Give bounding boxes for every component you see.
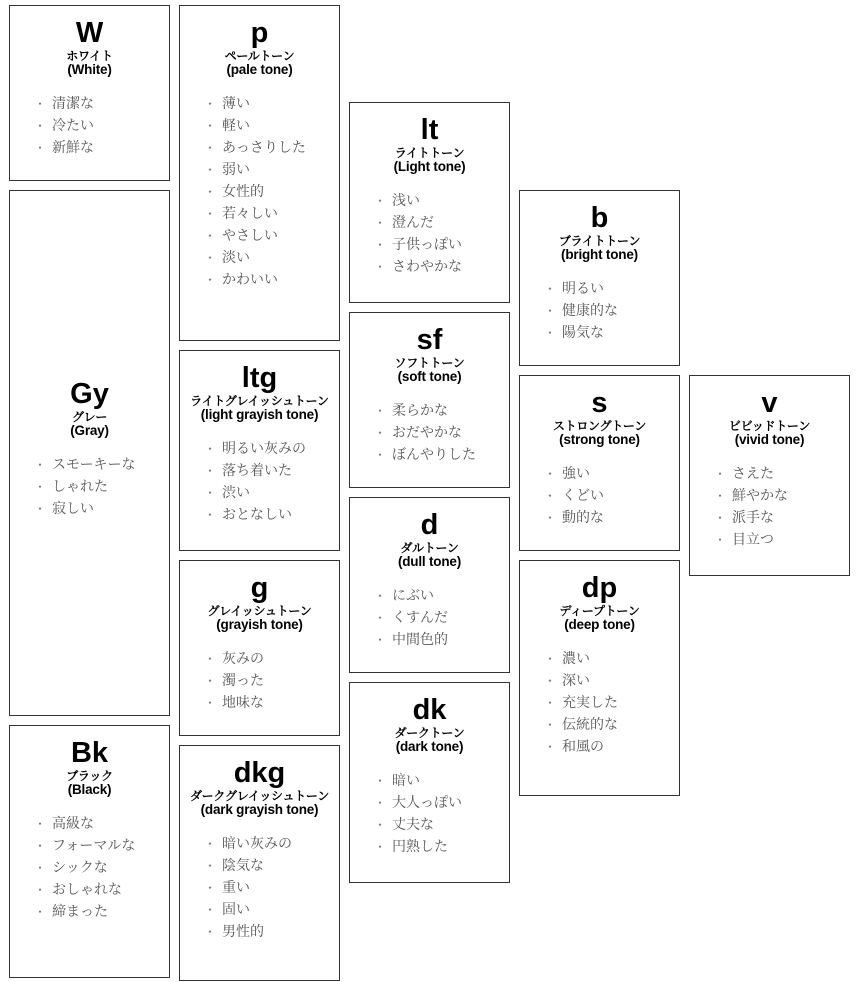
impression-item	[544, 736, 679, 758]
bullet-icon: ・	[204, 903, 217, 917]
bullet-icon: ・	[204, 837, 217, 851]
impression-text: 弱い	[222, 162, 251, 178]
impression-item	[374, 607, 509, 629]
impression-list	[10, 93, 169, 159]
tone-name-jp: グレイッシュトーン	[207, 604, 312, 618]
impression-text: 派手な	[732, 510, 775, 526]
impression-text: 陰気な	[222, 858, 265, 874]
impression-item	[374, 444, 509, 466]
bullet-icon: ・	[204, 486, 217, 500]
bullet-icon: ・	[544, 696, 557, 710]
impression-text: 締まった	[52, 904, 109, 920]
bullet-icon: ・	[204, 119, 217, 133]
bullet-icon: ・	[374, 238, 387, 252]
tone-code: sf	[416, 324, 443, 356]
impression-item	[204, 438, 339, 460]
impression-text: 陽気な	[562, 325, 605, 341]
impression-item	[374, 256, 509, 278]
impression-list	[520, 278, 679, 344]
impression-item	[34, 835, 169, 857]
impression-list	[350, 585, 509, 651]
impression-text: おとなしい	[222, 507, 293, 523]
impression-item	[374, 792, 509, 814]
impression-item	[204, 899, 339, 921]
bullet-icon: ・	[204, 442, 217, 456]
impression-item	[544, 648, 679, 670]
tone-code: d	[420, 509, 439, 541]
impression-list	[180, 93, 339, 291]
bullet-icon: ・	[34, 480, 47, 494]
impression-text: おしゃれな	[52, 882, 123, 898]
impression-list	[10, 813, 169, 923]
bullet-icon: ・	[714, 511, 727, 525]
impression-item	[204, 460, 339, 482]
impression-text: スモーキーな	[52, 457, 136, 473]
bullet-icon: ・	[34, 817, 47, 831]
bullet-icon: ・	[34, 861, 47, 875]
impression-item	[204, 648, 339, 670]
impression-text: 重い	[222, 880, 251, 896]
tone-code: g	[250, 572, 269, 604]
tone-card-lt	[349, 102, 510, 303]
bullet-icon: ・	[204, 881, 217, 895]
impression-text: 中間色的	[392, 632, 449, 648]
impression-text: 動的な	[562, 510, 605, 526]
impression-item	[34, 813, 169, 835]
impression-item	[544, 507, 679, 529]
bullet-icon: ・	[374, 260, 387, 274]
tone-name-jp: ダルトーン	[400, 541, 459, 555]
bullet-icon: ・	[204, 163, 217, 177]
bullet-icon: ・	[374, 194, 387, 208]
tone-code: b	[590, 202, 609, 234]
tone-name-jp: ダークグレイッシュトーン	[189, 789, 330, 803]
bullet-icon: ・	[34, 97, 47, 111]
impression-text: 和風の	[562, 739, 605, 755]
impression-item	[544, 300, 679, 322]
impression-list	[180, 438, 339, 526]
tone-name-jp: ダークトーン	[394, 726, 465, 740]
impression-item	[374, 422, 509, 444]
impression-text: 円熟した	[392, 839, 449, 855]
tone-name-jp: ペールトーン	[224, 49, 295, 63]
tone-code: Bk	[70, 737, 109, 769]
impression-item	[34, 879, 169, 901]
tone-name-en: (dark tone)	[395, 739, 464, 754]
impression-text: 明るい灰みの	[222, 441, 307, 457]
bullet-icon: ・	[204, 652, 217, 666]
tone-name-jp: ソフトトーン	[394, 356, 465, 370]
impression-item	[204, 670, 339, 692]
impression-item	[374, 190, 509, 212]
impression-item	[544, 692, 679, 714]
bullet-icon: ・	[204, 97, 217, 111]
impression-item	[374, 585, 509, 607]
bullet-icon: ・	[544, 282, 557, 296]
tone-name-en: (strong tone)	[559, 432, 640, 447]
impression-text: 寂しい	[52, 501, 95, 517]
tone-card-g	[179, 560, 340, 736]
impression-text: 柔らかな	[392, 403, 449, 419]
impression-item	[204, 93, 339, 115]
tone-card-s	[519, 375, 680, 551]
impression-item	[544, 463, 679, 485]
tone-name-jp: ブライトトーン	[558, 234, 641, 248]
impression-item	[204, 855, 339, 877]
bullet-icon: ・	[204, 141, 217, 155]
impression-item	[544, 714, 679, 736]
tone-card-dk	[349, 682, 510, 883]
impression-item	[544, 278, 679, 300]
impression-item	[204, 921, 339, 943]
impression-list	[180, 648, 339, 714]
impression-text: 充実した	[562, 695, 619, 711]
tone-name-jp: ビビッドトーン	[728, 419, 811, 433]
impression-text: あっさりした	[222, 140, 306, 156]
impression-item	[34, 498, 169, 520]
tone-card-b	[519, 190, 680, 366]
impression-item	[204, 225, 339, 247]
bullet-icon: ・	[374, 840, 387, 854]
tone-code: dp	[581, 572, 618, 604]
bullet-icon: ・	[544, 467, 557, 481]
impression-text: 鮮やかな	[732, 488, 789, 504]
impression-text: くすんだ	[392, 610, 449, 626]
impression-list	[180, 833, 339, 943]
bullet-icon: ・	[34, 119, 47, 133]
impression-item	[714, 463, 849, 485]
impression-item	[544, 670, 679, 692]
impression-item	[374, 212, 509, 234]
impression-item	[204, 692, 339, 714]
impression-text: シックな	[52, 860, 108, 876]
tone-card-ltg	[179, 350, 340, 551]
impression-text: 固い	[222, 902, 251, 918]
bullet-icon: ・	[204, 207, 217, 221]
bullet-icon: ・	[544, 740, 557, 754]
tone-code: dk	[412, 694, 447, 726]
impression-text: 子供っぽい	[392, 237, 463, 253]
impression-text: 男性的	[222, 924, 265, 940]
impression-item	[204, 877, 339, 899]
bullet-icon: ・	[34, 883, 47, 897]
impression-item	[374, 234, 509, 256]
impression-list	[520, 463, 679, 529]
impression-text: 冷たい	[52, 118, 95, 134]
bullet-icon: ・	[544, 326, 557, 340]
impression-text: 若々しい	[222, 206, 279, 222]
tone-name-en: (Light tone)	[393, 159, 466, 174]
bullet-icon: ・	[34, 458, 47, 472]
impression-text: 新鮮な	[52, 140, 95, 156]
impression-text: 深い	[562, 673, 591, 689]
tone-code: s	[591, 387, 608, 419]
impression-item	[34, 454, 169, 476]
impression-list	[350, 190, 509, 278]
impression-item	[204, 833, 339, 855]
impression-text: さわやかな	[392, 259, 463, 275]
impression-text: 強い	[562, 466, 591, 482]
impression-item	[204, 137, 339, 159]
impression-text: 明るい	[562, 281, 605, 297]
impression-item	[374, 400, 509, 422]
impression-text: さえた	[732, 466, 775, 482]
tone-card-gy	[9, 190, 170, 716]
tone-name-en: (light grayish tone)	[200, 407, 319, 422]
tone-card-bk	[9, 725, 170, 978]
tone-name-en: (Black)	[67, 782, 112, 797]
impression-item	[544, 485, 679, 507]
bullet-icon: ・	[544, 511, 557, 525]
bullet-icon: ・	[374, 818, 387, 832]
tone-card-d	[349, 497, 510, 673]
impression-item	[374, 836, 509, 858]
impression-item	[204, 269, 339, 291]
impression-text: 暗い灰みの	[222, 836, 293, 852]
impression-text: 大人っぽい	[392, 795, 463, 811]
impression-text: おだやかな	[392, 425, 463, 441]
tone-name-jp: ディープトーン	[559, 604, 640, 618]
impression-text: 薄い	[222, 96, 251, 112]
impression-list	[690, 463, 849, 551]
tone-code: lt	[420, 114, 439, 146]
impression-text: 軽い	[222, 118, 251, 134]
bullet-icon: ・	[374, 633, 387, 647]
impression-item	[204, 247, 339, 269]
impression-text: やさしい	[222, 228, 279, 244]
impression-text: 高級な	[52, 816, 95, 832]
impression-text: にぶい	[392, 588, 435, 604]
impression-text: 落ち着いた	[222, 463, 293, 479]
tone-code: W	[75, 17, 104, 49]
impression-item	[34, 857, 169, 879]
impression-text: 伝統的な	[562, 717, 619, 733]
impression-item	[204, 482, 339, 504]
tone-name-en: (Gray)	[70, 423, 109, 438]
bullet-icon: ・	[544, 304, 557, 318]
impression-text: 清潔な	[52, 96, 95, 112]
tone-card-dkg	[179, 745, 340, 981]
impression-item	[34, 137, 169, 159]
tone-name-en: (deep tone)	[564, 617, 635, 632]
impression-item	[714, 529, 849, 551]
impression-item	[34, 476, 169, 498]
impression-list	[350, 770, 509, 858]
bullet-icon: ・	[204, 464, 217, 478]
impression-text: 浅い	[392, 193, 421, 209]
tone-name-en: (dark grayish tone)	[200, 802, 319, 817]
impression-text: ぼんやりした	[392, 447, 477, 463]
bullet-icon: ・	[34, 839, 47, 853]
bullet-icon: ・	[544, 652, 557, 666]
bullet-icon: ・	[204, 229, 217, 243]
impression-item	[204, 115, 339, 137]
bullet-icon: ・	[374, 589, 387, 603]
tone-name-en: (soft tone)	[397, 369, 462, 384]
impression-text: かわいい	[222, 272, 279, 288]
tone-code: Gy	[70, 378, 109, 410]
impression-list	[10, 454, 169, 520]
impression-item	[34, 93, 169, 115]
bullet-icon: ・	[374, 796, 387, 810]
impression-text: 淡い	[222, 250, 251, 266]
impression-text: 暗い	[392, 773, 421, 789]
tone-card-p	[179, 5, 340, 341]
impression-text: 健康的な	[562, 303, 619, 319]
impression-item	[374, 814, 509, 836]
tone-name-en: (dull tone)	[397, 554, 462, 569]
impression-text: 灰みの	[222, 651, 265, 667]
tone-name-en: (White)	[67, 62, 112, 77]
tone-name-jp: ライトグレイッシュトーン	[190, 394, 329, 408]
bullet-icon: ・	[544, 674, 557, 688]
bullet-icon: ・	[544, 718, 557, 732]
impression-item	[34, 115, 169, 137]
impression-text: 丈夫な	[392, 817, 435, 833]
bullet-icon: ・	[204, 185, 217, 199]
impression-item	[204, 504, 339, 526]
impression-text: 濁った	[222, 673, 265, 689]
impression-text: 渋い	[222, 485, 251, 501]
impression-item	[374, 629, 509, 651]
tone-name-jp: グレー	[71, 410, 108, 424]
tone-code: v	[761, 387, 778, 419]
bullet-icon: ・	[204, 508, 217, 522]
tone-name-jp: ストロングトーン	[552, 419, 647, 433]
tone-name-en: (pale tone)	[226, 62, 293, 77]
impression-text: フォーマルな	[52, 838, 136, 854]
bullet-icon: ・	[374, 426, 387, 440]
bullet-icon: ・	[714, 533, 727, 547]
bullet-icon: ・	[544, 489, 557, 503]
impression-item	[204, 159, 339, 181]
bullet-icon: ・	[374, 216, 387, 230]
impression-item	[544, 322, 679, 344]
tone-name-jp: ブラック	[66, 769, 113, 783]
impression-item	[714, 485, 849, 507]
impression-item	[714, 507, 849, 529]
tone-name-jp: ライトトーン	[394, 146, 465, 160]
impression-text: 澄んだ	[392, 215, 435, 231]
tone-card-w	[9, 5, 170, 181]
bullet-icon: ・	[204, 273, 217, 287]
tone-name-jp: ホワイト	[66, 49, 113, 63]
bullet-icon: ・	[34, 905, 47, 919]
tone-code: ltg	[241, 362, 278, 394]
tone-card-dp	[519, 560, 680, 796]
bullet-icon: ・	[204, 925, 217, 939]
impression-item	[34, 901, 169, 923]
impression-text: 女性的	[222, 184, 265, 200]
bullet-icon: ・	[374, 774, 387, 788]
tone-name-en: (bright tone)	[561, 247, 638, 262]
impression-text: くどい	[562, 488, 605, 504]
tone-card-v	[689, 375, 850, 576]
impression-text: 目立つ	[732, 532, 775, 548]
impression-text: 濃い	[562, 651, 591, 667]
bullet-icon: ・	[34, 141, 47, 155]
bullet-icon: ・	[374, 448, 387, 462]
bullet-icon: ・	[34, 502, 47, 516]
bullet-icon: ・	[714, 489, 727, 503]
impression-item	[374, 770, 509, 792]
bullet-icon: ・	[374, 404, 387, 418]
tone-name-en: (grayish tone)	[216, 617, 303, 632]
impression-item	[204, 181, 339, 203]
bullet-icon: ・	[204, 696, 217, 710]
impression-text: 地味な	[222, 695, 265, 711]
tone-code: dkg	[233, 757, 286, 789]
impression-item	[204, 203, 339, 225]
bullet-icon: ・	[374, 611, 387, 625]
tone-name-en: (vivid tone)	[734, 432, 805, 447]
tone-code: p	[250, 17, 269, 49]
impression-list	[350, 400, 509, 466]
bullet-icon: ・	[204, 674, 217, 688]
bullet-icon: ・	[204, 859, 217, 873]
impression-text: しゃれた	[52, 479, 109, 495]
bullet-icon: ・	[204, 251, 217, 265]
bullet-icon: ・	[714, 467, 727, 481]
tone-card-sf	[349, 312, 510, 488]
impression-list	[520, 648, 679, 758]
